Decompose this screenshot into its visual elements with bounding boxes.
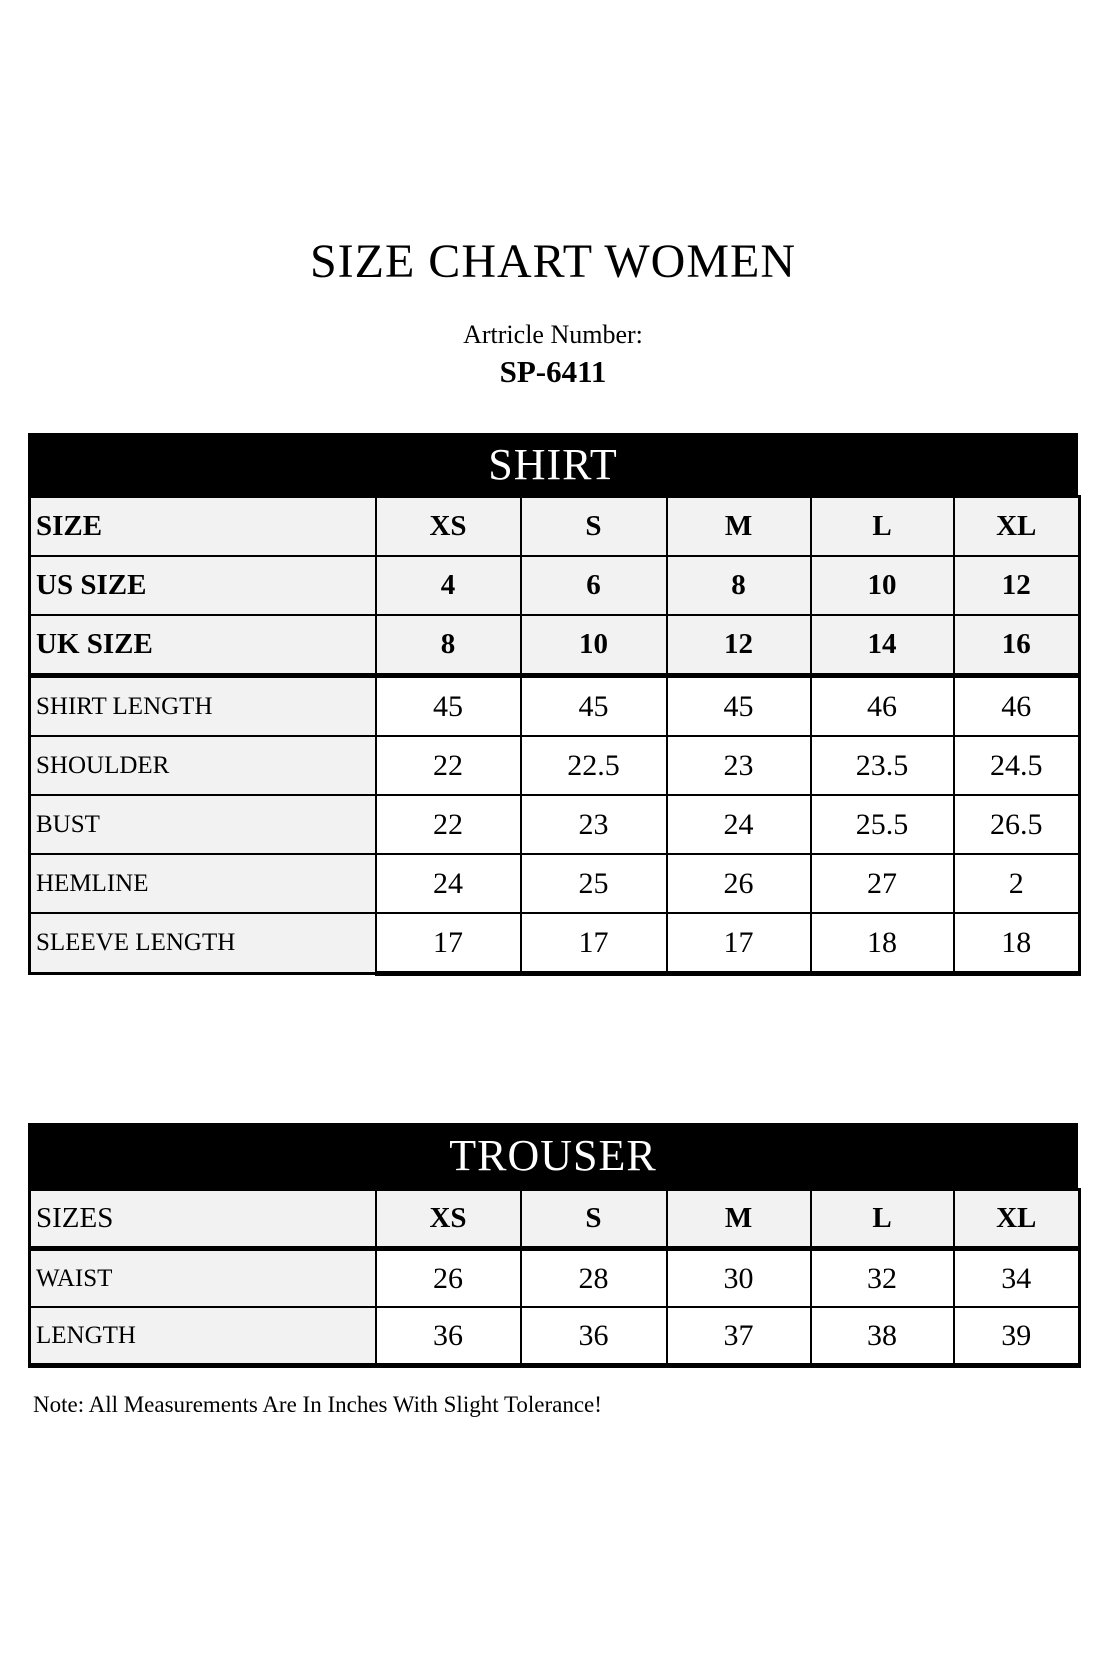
page-title: SIZE CHART WOMEN <box>309 235 796 288</box>
note-text: Note: All Measurements Are In Inches With Slight Tolerance! <box>33 1392 602 1417</box>
row-label: SHOULDER <box>30 736 376 795</box>
row-label: SIZE <box>30 497 376 557</box>
article-number-label: Artricle Number: <box>463 320 643 349</box>
row-label: UK SIZE <box>30 615 376 676</box>
shirt-table-banner: SHIRT <box>28 433 1078 495</box>
article-number-value: SP-6411 <box>499 354 607 389</box>
table-cell: 24 <box>376 854 521 913</box>
table-cell: 25.5 <box>811 795 954 854</box>
row-label: LENGTH <box>30 1307 376 1366</box>
table-cell: XS <box>376 497 521 557</box>
table-cell: 6 <box>521 556 667 615</box>
table-cell: 8 <box>376 615 521 676</box>
table-cell: 23 <box>667 736 811 795</box>
table-cell: L <box>811 497 954 557</box>
table-cell: 14 <box>811 615 954 676</box>
table-cell: 10 <box>521 615 667 676</box>
table-cell: 27 <box>811 854 954 913</box>
trouser-table-banner: TROUSER <box>28 1123 1078 1188</box>
row-label: HEMLINE <box>30 854 376 913</box>
table-cell: 16 <box>954 615 1080 676</box>
table-cell: 45 <box>667 676 811 737</box>
table-cell: 23.5 <box>811 736 954 795</box>
table-row <box>30 1307 1080 1366</box>
table-cell: 37 <box>667 1307 811 1366</box>
table-cell: 22 <box>376 795 521 854</box>
table-cell: XL <box>954 1190 1080 1249</box>
table-cell: 18 <box>954 913 1080 974</box>
table-cell: L <box>811 1190 954 1249</box>
row-label: WAIST <box>30 1249 376 1308</box>
table-cell: 12 <box>667 615 811 676</box>
table-cell: 25 <box>521 854 667 913</box>
table-cell: 28 <box>521 1249 667 1308</box>
table-cell: 26 <box>667 854 811 913</box>
table-row <box>30 497 1080 557</box>
table-row <box>30 795 1080 854</box>
table-cell: 4 <box>376 556 521 615</box>
table-cell: 45 <box>376 676 521 737</box>
table-cell: 2 <box>954 854 1080 913</box>
table-row <box>30 913 1080 974</box>
table-cell: 17 <box>667 913 811 974</box>
table-row <box>30 1249 1080 1308</box>
table-cell: 26.5 <box>954 795 1080 854</box>
table-row <box>30 556 1080 615</box>
table-cell: 30 <box>667 1249 811 1308</box>
table-cell: 46 <box>811 676 954 737</box>
table-cell: XL <box>954 497 1080 557</box>
table-cell: 45 <box>521 676 667 737</box>
row-label: SIZES <box>30 1190 376 1249</box>
table-cell: M <box>667 497 811 557</box>
table-cell: 34 <box>954 1249 1080 1308</box>
table-cell: 10 <box>811 556 954 615</box>
table-cell: 24.5 <box>954 736 1080 795</box>
table-cell: 17 <box>376 913 521 974</box>
table-cell: 12 <box>954 556 1080 615</box>
table-cell: 22 <box>376 736 521 795</box>
table-cell: 24 <box>667 795 811 854</box>
table-cell: 23 <box>521 795 667 854</box>
table-row <box>30 736 1080 795</box>
table-row <box>30 854 1080 913</box>
table-cell: 32 <box>811 1249 954 1308</box>
table-row <box>30 676 1080 737</box>
trouser-size-table <box>28 1123 1078 1368</box>
shirt-size-table <box>28 433 1078 976</box>
shirt-table-grid <box>28 495 1081 976</box>
table-cell: 46 <box>954 676 1080 737</box>
trouser-table-grid <box>28 1188 1081 1368</box>
table-row <box>30 615 1080 676</box>
table-cell: S <box>521 497 667 557</box>
table-cell: 38 <box>811 1307 954 1366</box>
row-label: US SIZE <box>30 556 376 615</box>
table-cell: 17 <box>521 913 667 974</box>
table-cell: 22.5 <box>521 736 667 795</box>
table-cell: 8 <box>667 556 811 615</box>
table-cell: 18 <box>811 913 954 974</box>
table-cell: M <box>667 1190 811 1249</box>
table-cell: 36 <box>521 1307 667 1366</box>
table-cell: S <box>521 1190 667 1249</box>
row-label: SHIRT LENGTH <box>30 676 376 737</box>
row-label: BUST <box>30 795 376 854</box>
table-cell: XS <box>376 1190 521 1249</box>
table-cell: 39 <box>954 1307 1080 1366</box>
table-cell: 26 <box>376 1249 521 1308</box>
row-label: SLEEVE LENGTH <box>30 913 376 974</box>
table-row <box>30 1190 1080 1249</box>
table-cell: 36 <box>376 1307 521 1366</box>
